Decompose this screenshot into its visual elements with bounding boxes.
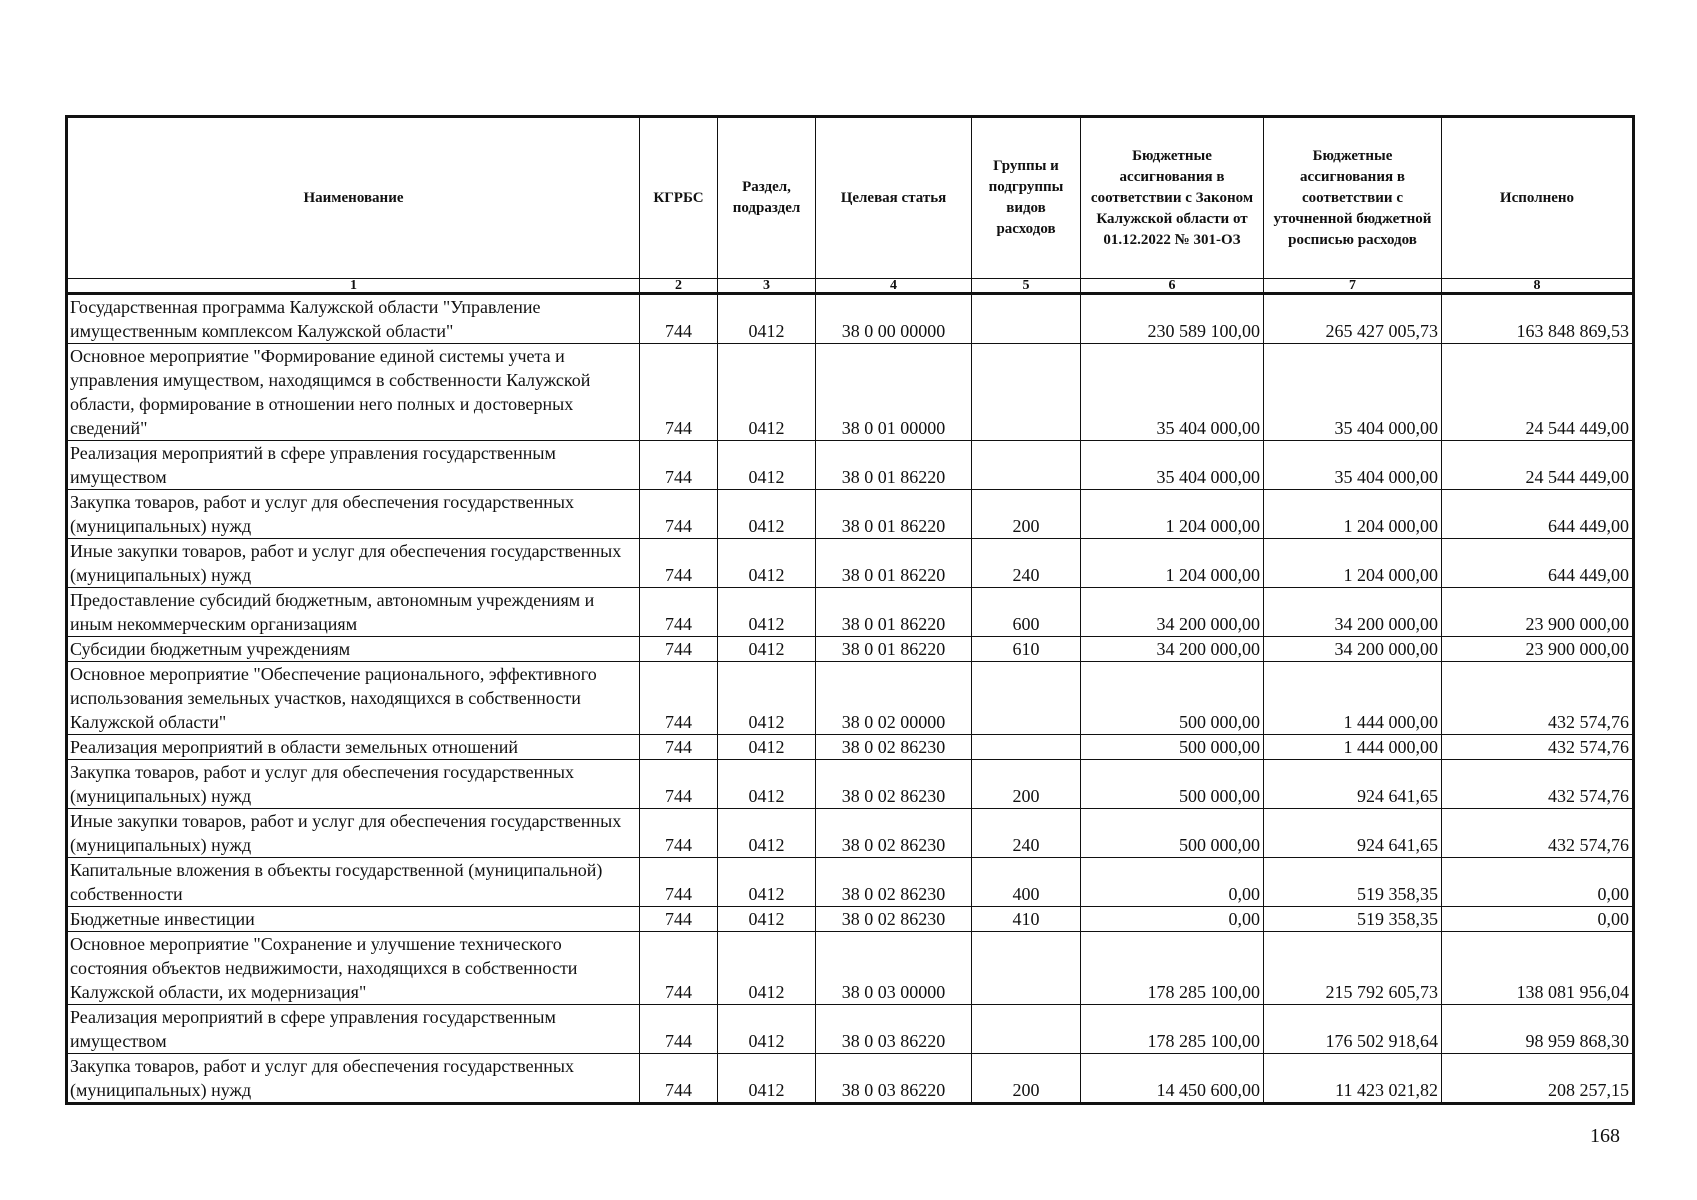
- cell-expense-group: [972, 441, 1081, 490]
- cell-law-allocation: 500 000,00: [1081, 735, 1264, 760]
- cell-kgrbs: 744: [640, 637, 718, 662]
- cell-kgrbs: 744: [640, 344, 718, 441]
- cell-section: 0412: [718, 760, 816, 809]
- cell-name: Капитальные вложения в объекты государственной (муниципальной) собственности: [67, 858, 640, 907]
- cell-refined-allocation: 519 358,35: [1264, 858, 1442, 907]
- cell-refined-allocation: 215 792 605,73: [1264, 932, 1442, 1005]
- cell-executed: 98 959 868,30: [1442, 1005, 1634, 1054]
- cell-refined-allocation: 1 204 000,00: [1264, 490, 1442, 539]
- cell-kgrbs: 744: [640, 735, 718, 760]
- cell-refined-allocation: 1 444 000,00: [1264, 662, 1442, 735]
- cell-kgrbs: 744: [640, 662, 718, 735]
- cell-expense-group: [972, 662, 1081, 735]
- table-row: [67, 735, 1634, 760]
- cell-executed: 208 257,15: [1442, 1054, 1634, 1104]
- cell-name: Бюджетные инвестиции: [67, 907, 640, 932]
- cell-target-article: 38 0 02 86230: [816, 760, 972, 809]
- cell-executed: 644 449,00: [1442, 490, 1634, 539]
- cell-section: 0412: [718, 932, 816, 1005]
- cell-refined-allocation: 924 641,65: [1264, 760, 1442, 809]
- cell-expense-group: [972, 932, 1081, 1005]
- header-kgrbs: КГРБС: [640, 117, 718, 279]
- column-number: 8: [1442, 279, 1634, 294]
- cell-section: 0412: [718, 637, 816, 662]
- table-row: [67, 1005, 1634, 1054]
- budget-table: [65, 115, 1635, 1105]
- cell-refined-allocation: 34 200 000,00: [1264, 588, 1442, 637]
- cell-refined-allocation: 176 502 918,64: [1264, 1005, 1442, 1054]
- cell-target-article: 38 0 01 86220: [816, 637, 972, 662]
- column-number-row: [67, 279, 1634, 294]
- table-row: [67, 760, 1634, 809]
- cell-kgrbs: 744: [640, 539, 718, 588]
- cell-name: Основное мероприятие "Сохранение и улучшение технического состояния объектов недвижимости, находящихся в собственности Калужской области, их модернизация": [67, 932, 640, 1005]
- cell-refined-allocation: 1 444 000,00: [1264, 735, 1442, 760]
- cell-expense-group: 600: [972, 588, 1081, 637]
- cell-expense-group: [972, 294, 1081, 344]
- cell-expense-group: 410: [972, 907, 1081, 932]
- cell-target-article: 38 0 02 86230: [816, 735, 972, 760]
- cell-kgrbs: 744: [640, 1054, 718, 1104]
- cell-law-allocation: 500 000,00: [1081, 662, 1264, 735]
- cell-law-allocation: 0,00: [1081, 907, 1264, 932]
- cell-kgrbs: 744: [640, 588, 718, 637]
- cell-section: 0412: [718, 735, 816, 760]
- cell-target-article: 38 0 03 00000: [816, 932, 972, 1005]
- header-name: Наименование: [67, 117, 640, 279]
- cell-target-article: 38 0 03 86220: [816, 1005, 972, 1054]
- cell-refined-allocation: 924 641,65: [1264, 809, 1442, 858]
- cell-refined-allocation: 265 427 005,73: [1264, 294, 1442, 344]
- table-row: [67, 588, 1634, 637]
- cell-law-allocation: 1 204 000,00: [1081, 539, 1264, 588]
- table-row: [67, 858, 1634, 907]
- cell-executed: 644 449,00: [1442, 539, 1634, 588]
- table-body: [67, 294, 1634, 1104]
- column-number: 3: [718, 279, 816, 294]
- cell-name: Закупка товаров, работ и услуг для обеспечения государственных (муниципальных) нужд: [67, 1054, 640, 1104]
- cell-kgrbs: 744: [640, 294, 718, 344]
- cell-section: 0412: [718, 662, 816, 735]
- header-refined-allocation: Бюджетные ассигнования в соответствии с уточненной бюджетной росписью расходов: [1264, 117, 1442, 279]
- header-target-article: Целевая статья: [816, 117, 972, 279]
- table-row: [67, 1054, 1634, 1104]
- column-number: 5: [972, 279, 1081, 294]
- cell-target-article: 38 0 01 86220: [816, 588, 972, 637]
- cell-kgrbs: 744: [640, 907, 718, 932]
- cell-executed: 24 544 449,00: [1442, 441, 1634, 490]
- header-executed: Исполнено: [1442, 117, 1634, 279]
- table-row: [67, 539, 1634, 588]
- table-row: [67, 294, 1634, 344]
- cell-expense-group: 200: [972, 490, 1081, 539]
- cell-name: Закупка товаров, работ и услуг для обеспечения государственных (муниципальных) нужд: [67, 760, 640, 809]
- cell-refined-allocation: 11 423 021,82: [1264, 1054, 1442, 1104]
- cell-refined-allocation: 1 204 000,00: [1264, 539, 1442, 588]
- table-row: [67, 662, 1634, 735]
- cell-executed: 24 544 449,00: [1442, 344, 1634, 441]
- cell-law-allocation: 178 285 100,00: [1081, 932, 1264, 1005]
- column-number: 1: [67, 279, 640, 294]
- table-row: [67, 809, 1634, 858]
- cell-expense-group: 400: [972, 858, 1081, 907]
- page-number: 168: [1590, 1125, 1620, 1147]
- cell-target-article: 38 0 02 86230: [816, 809, 972, 858]
- cell-law-allocation: 14 450 600,00: [1081, 1054, 1264, 1104]
- cell-section: 0412: [718, 858, 816, 907]
- cell-target-article: 38 0 02 00000: [816, 662, 972, 735]
- cell-refined-allocation: 34 200 000,00: [1264, 637, 1442, 662]
- cell-executed: 163 848 869,53: [1442, 294, 1634, 344]
- cell-section: 0412: [718, 907, 816, 932]
- table-row: [67, 637, 1634, 662]
- cell-executed: 23 900 000,00: [1442, 588, 1634, 637]
- cell-executed: 0,00: [1442, 858, 1634, 907]
- cell-name: Государственная программа Калужской области "Управление имущественным комплексом Калужской области": [67, 294, 640, 344]
- cell-law-allocation: 230 589 100,00: [1081, 294, 1264, 344]
- cell-target-article: 38 0 00 00000: [816, 294, 972, 344]
- cell-section: 0412: [718, 588, 816, 637]
- cell-target-article: 38 0 02 86230: [816, 858, 972, 907]
- cell-expense-group: 200: [972, 760, 1081, 809]
- cell-name: Реализация мероприятий в сфере управления государственным имуществом: [67, 1005, 640, 1054]
- cell-name: Закупка товаров, работ и услуг для обеспечения государственных (муниципальных) нужд: [67, 490, 640, 539]
- cell-expense-group: [972, 344, 1081, 441]
- cell-target-article: 38 0 01 00000: [816, 344, 972, 441]
- table-row: [67, 907, 1634, 932]
- cell-refined-allocation: 519 358,35: [1264, 907, 1442, 932]
- table-row: [67, 490, 1634, 539]
- cell-section: 0412: [718, 809, 816, 858]
- header-section: Раздел, подраздел: [718, 117, 816, 279]
- cell-executed: 432 574,76: [1442, 760, 1634, 809]
- cell-section: 0412: [718, 441, 816, 490]
- cell-name: Реализация мероприятий в сфере управления государственным имуществом: [67, 441, 640, 490]
- cell-refined-allocation: 35 404 000,00: [1264, 344, 1442, 441]
- cell-kgrbs: 744: [640, 760, 718, 809]
- cell-kgrbs: 744: [640, 932, 718, 1005]
- cell-name: Иные закупки товаров, работ и услуг для обеспечения государственных (муниципальных) нужд: [67, 809, 640, 858]
- cell-executed: 23 900 000,00: [1442, 637, 1634, 662]
- cell-executed: 432 574,76: [1442, 735, 1634, 760]
- column-number: 7: [1264, 279, 1442, 294]
- column-number: 4: [816, 279, 972, 294]
- cell-kgrbs: 744: [640, 858, 718, 907]
- cell-section: 0412: [718, 1054, 816, 1104]
- cell-expense-group: [972, 1005, 1081, 1054]
- cell-section: 0412: [718, 1005, 816, 1054]
- cell-kgrbs: 744: [640, 441, 718, 490]
- cell-executed: 0,00: [1442, 907, 1634, 932]
- header-row: [67, 117, 1634, 279]
- cell-target-article: 38 0 01 86220: [816, 441, 972, 490]
- cell-expense-group: 200: [972, 1054, 1081, 1104]
- table-row: [67, 932, 1634, 1005]
- cell-law-allocation: 1 204 000,00: [1081, 490, 1264, 539]
- cell-section: 0412: [718, 344, 816, 441]
- table-row: [67, 344, 1634, 441]
- cell-expense-group: 240: [972, 809, 1081, 858]
- column-number: 2: [640, 279, 718, 294]
- header-law-allocation: Бюджетные ассигнования в соответствии с Законом Калужской области от 01.12.2022 № 301-ОЗ: [1081, 117, 1264, 279]
- cell-expense-group: 240: [972, 539, 1081, 588]
- cell-executed: 138 081 956,04: [1442, 932, 1634, 1005]
- cell-expense-group: [972, 735, 1081, 760]
- cell-law-allocation: 0,00: [1081, 858, 1264, 907]
- cell-law-allocation: 34 200 000,00: [1081, 637, 1264, 662]
- cell-kgrbs: 744: [640, 1005, 718, 1054]
- header-expense-group: Группы и подгруппы видов расходов: [972, 117, 1081, 279]
- cell-section: 0412: [718, 294, 816, 344]
- cell-section: 0412: [718, 539, 816, 588]
- cell-name: Реализация мероприятий в области земельных отношений: [67, 735, 640, 760]
- cell-target-article: 38 0 01 86220: [816, 539, 972, 588]
- cell-target-article: 38 0 02 86230: [816, 907, 972, 932]
- cell-name: Субсидии бюджетным учреждениям: [67, 637, 640, 662]
- cell-kgrbs: 744: [640, 809, 718, 858]
- cell-refined-allocation: 35 404 000,00: [1264, 441, 1442, 490]
- cell-law-allocation: 35 404 000,00: [1081, 441, 1264, 490]
- cell-kgrbs: 744: [640, 490, 718, 539]
- cell-name: Основное мероприятие "Обеспечение рационального, эффективного использования земельных участков, находящихся в собственности Калужской области": [67, 662, 640, 735]
- cell-law-allocation: 34 200 000,00: [1081, 588, 1264, 637]
- cell-law-allocation: 35 404 000,00: [1081, 344, 1264, 441]
- cell-name: Предоставление субсидий бюджетным, автономным учреждениям и иным некоммерческим организациям: [67, 588, 640, 637]
- cell-law-allocation: 178 285 100,00: [1081, 1005, 1264, 1054]
- column-number: 6: [1081, 279, 1264, 294]
- cell-name: Иные закупки товаров, работ и услуг для обеспечения государственных (муниципальных) нужд: [67, 539, 640, 588]
- table-row: [67, 441, 1634, 490]
- cell-target-article: 38 0 01 86220: [816, 490, 972, 539]
- cell-law-allocation: 500 000,00: [1081, 809, 1264, 858]
- cell-expense-group: 610: [972, 637, 1081, 662]
- cell-section: 0412: [718, 490, 816, 539]
- cell-name: Основное мероприятие "Формирование единой системы учета и управления имуществом, находящимся в собственности Калужской области, формирование в отношении него полных и достоверных сведений": [67, 344, 640, 441]
- cell-law-allocation: 500 000,00: [1081, 760, 1264, 809]
- cell-target-article: 38 0 03 86220: [816, 1054, 972, 1104]
- cell-executed: 432 574,76: [1442, 809, 1634, 858]
- cell-executed: 432 574,76: [1442, 662, 1634, 735]
